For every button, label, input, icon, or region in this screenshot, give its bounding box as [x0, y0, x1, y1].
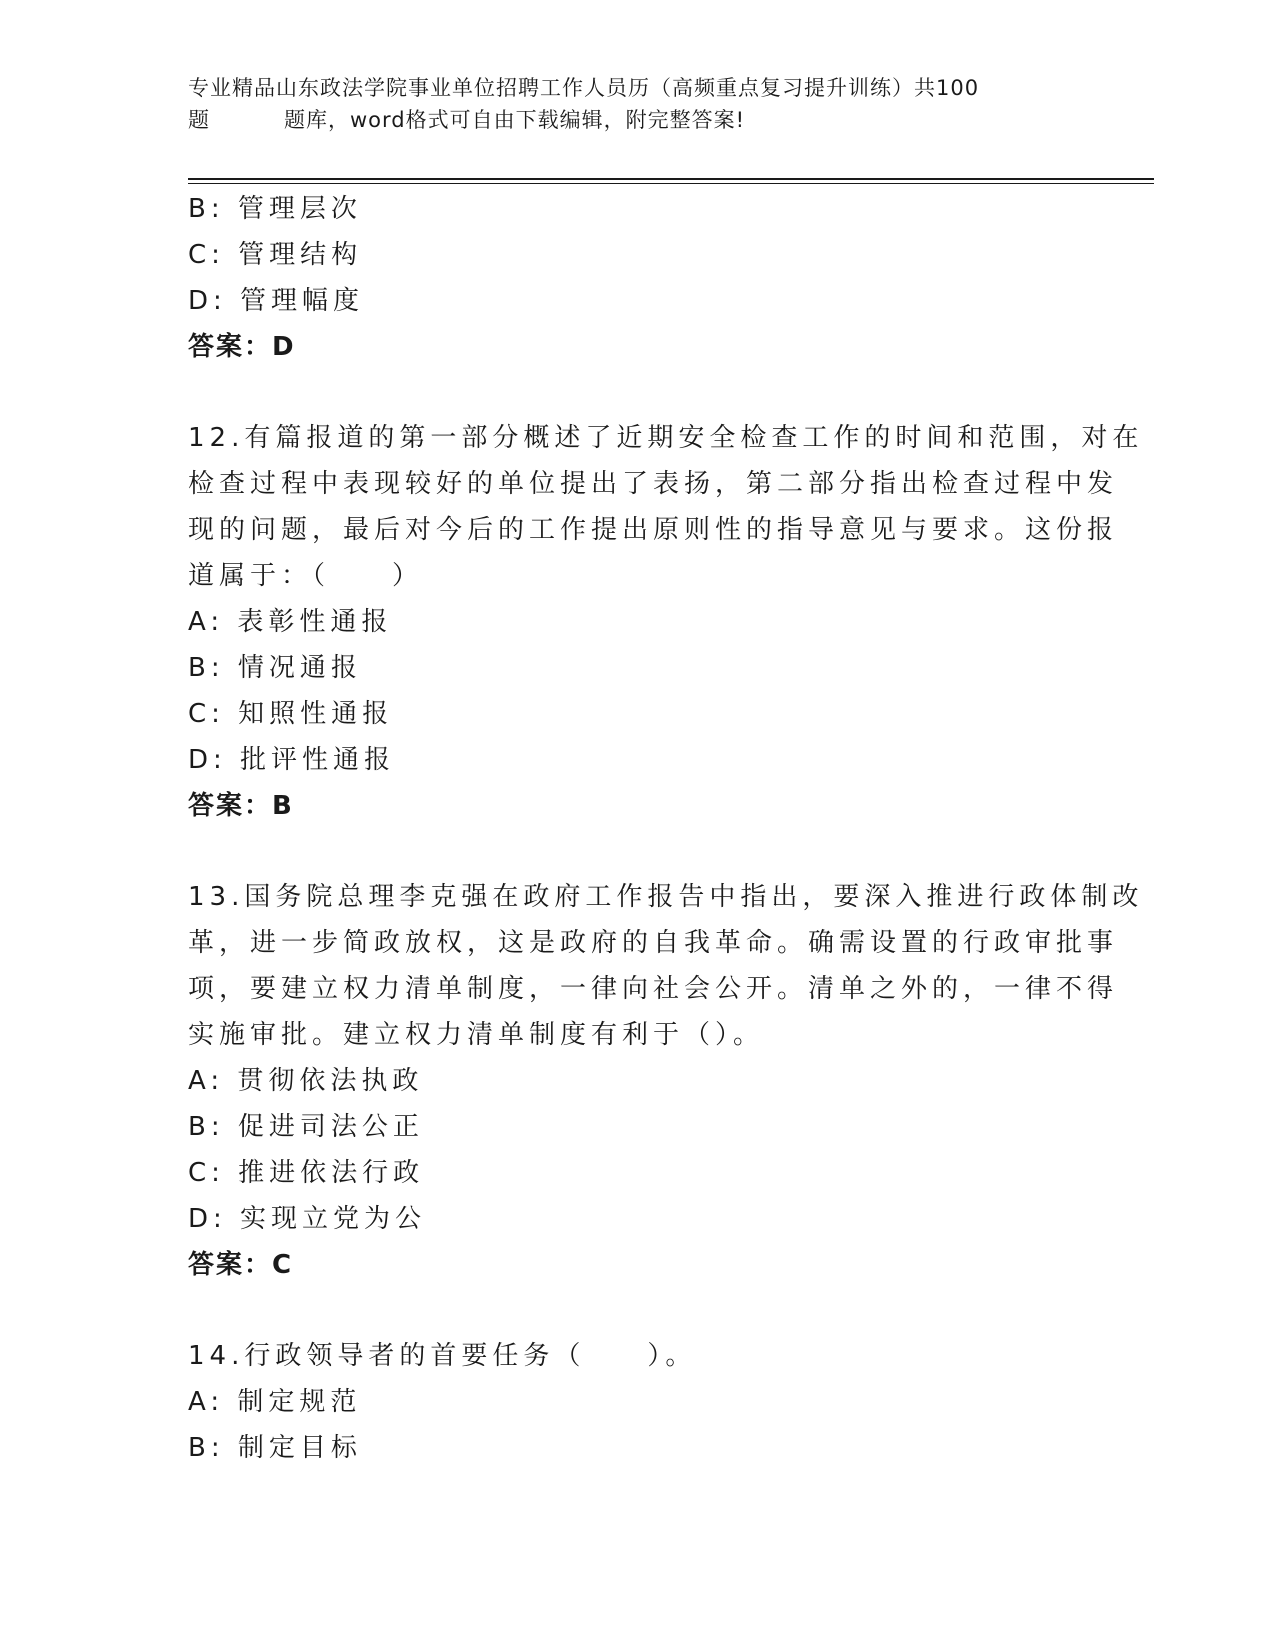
header-title-line2 [188, 104, 1088, 136]
question-12 [188, 415, 1144, 829]
option-b: B: 管理层次 [188, 194, 362, 224]
page-header [188, 72, 1088, 136]
question-text-line: 13.国务院总理李克强在政府工作报告中指出，要深入推进行政体制改 [188, 882, 1144, 912]
option-c: C: 管理结构 [188, 240, 363, 270]
option-d: D: 批评性通报 [188, 745, 396, 775]
header-divider-thick [188, 178, 1154, 180]
option-d: D: 管理幅度 [188, 286, 365, 316]
question-13 [188, 874, 1144, 1288]
header-divider-thin [188, 183, 1154, 184]
answer-line: 答案：C [188, 1250, 294, 1280]
header-title-line1: 专业精品山东政法学院事业单位招聘工作人员历（高频重点复习提升训练）共100 [188, 76, 980, 100]
header-title-line2-lead: 题 [188, 108, 210, 132]
question-text-line: 现的问题，最后对今后的工作提出原则性的指导意见与要求。这份报 [188, 515, 1119, 545]
option-b: B: 制定目标 [188, 1433, 362, 1463]
question-text-line: 道属于：（ ） [188, 561, 424, 591]
question-text-line: 14.行政领导者的首要任务（ ）。 [188, 1341, 697, 1371]
option-a: A: 贯彻依法执政 [188, 1066, 424, 1096]
option-b: B: 促进司法公正 [188, 1112, 424, 1142]
question-text-line: 实施审批。建立权力清单制度有利于（）。 [188, 1020, 765, 1050]
option-d: D: 实现立党为公 [188, 1204, 427, 1234]
question-text-line: 检查过程中表现较好的单位提出了表扬，第二部分指出检查过程中发 [188, 469, 1119, 499]
question-spacer [188, 1288, 1088, 1333]
question-spacer [188, 829, 1088, 874]
answer-line: 答案：D [188, 332, 296, 362]
option-b: B: 情况通报 [188, 653, 362, 683]
option-a: A: 制定规范 [188, 1387, 362, 1417]
question-text-line: 项，要建立权力清单制度，一律向社会公开。清单之外的，一律不得 [188, 974, 1119, 1004]
question-spacer [188, 370, 1088, 415]
question-11-tail [188, 186, 1088, 370]
document-body [188, 186, 1144, 1471]
option-a: A: 表彰性通报 [188, 607, 393, 637]
question-text-line: 12.有篇报道的第一部分概述了近期安全检查工作的时间和范围，对在 [188, 423, 1144, 453]
answer-line: 答案：B [188, 791, 294, 821]
option-c: C: 推进依法行政 [188, 1158, 425, 1188]
question-text-line: 革，进一步简政放权，这是政府的自我革命。确需设置的行政审批事 [188, 928, 1119, 958]
option-c: C: 知照性通报 [188, 699, 394, 729]
question-14 [188, 1333, 1088, 1471]
header-title-line2-rest: 题库，word格式可自由下载编辑，附完整答案! [284, 108, 746, 132]
